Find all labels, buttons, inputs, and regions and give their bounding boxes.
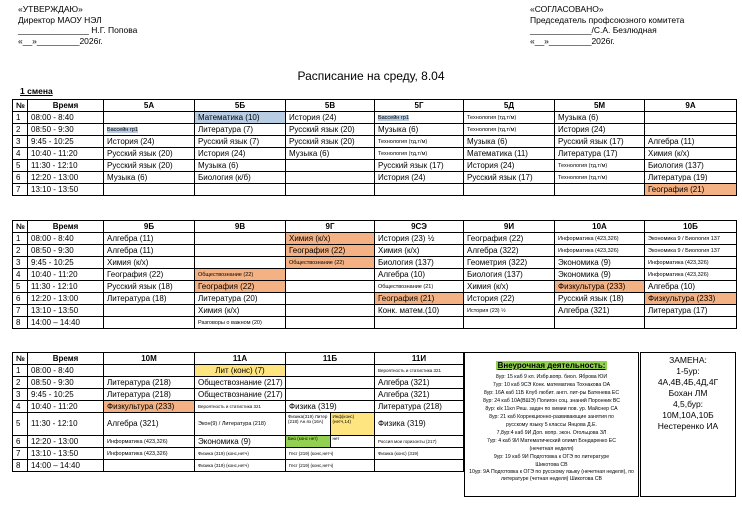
lesson-cell	[286, 281, 375, 293]
split-right: нет	[330, 436, 375, 447]
lesson-cell	[375, 112, 464, 124]
lesson-cell: Физика (319)	[286, 401, 375, 413]
lesson-time: 12:20 - 13:00	[28, 436, 104, 448]
lesson-cell: География (21)	[645, 184, 737, 196]
lesson-time: 11:30 - 12:10	[28, 281, 104, 293]
lesson-cell	[104, 305, 195, 317]
class-header: 9И	[464, 221, 555, 233]
lesson-cell: География (21)	[375, 293, 464, 305]
lesson-number: 4	[13, 401, 28, 413]
lesson-cell: Математика (10)	[195, 112, 286, 124]
lesson-cell: Биология (к/б)	[195, 172, 286, 184]
lesson-time: 14:00 – 14:40	[28, 460, 104, 472]
lesson-cell	[286, 184, 375, 196]
lesson-cell: Русский язык (20)	[286, 124, 375, 136]
lesson-cell: Русский язык (18)	[104, 281, 195, 293]
extra-line: 7,8ур:4 каб 9И Доп. вопр. экон. Огольцова ЗЛ	[496, 430, 607, 436]
lesson-cell	[375, 460, 464, 472]
extra-line: 7ур: 4 каб 9И Математический олимп Бондаренко ЕС	[487, 438, 616, 444]
pool-tag: Бассейн гр1	[107, 126, 138, 133]
lesson-cell: Алгебра (11)	[104, 245, 195, 257]
lesson-time: 08:00 - 8:40	[28, 365, 104, 377]
lesson-cell	[286, 365, 375, 377]
approval-line: Директор МАОУ НЭЛ	[18, 14, 102, 25]
lesson-cell: География (22)	[286, 245, 375, 257]
class-header: 5Б	[195, 100, 286, 112]
replacement-line: 4А,4В,4Б,4Д,4Г	[657, 377, 719, 387]
lesson-cell: Литература (19)	[645, 172, 737, 184]
lesson-cell: Русский язык (20)	[286, 136, 375, 148]
extra-line: 8ур: 24 каб 10А(ВШЭ) Полигон соц. знаний Поронник ВС	[483, 398, 620, 404]
replacement-title: ЗАМЕНА:	[669, 355, 707, 365]
lesson-time: 10:40 - 11:20	[28, 401, 104, 413]
agreement-block	[530, 4, 684, 46]
lesson-row	[13, 160, 737, 172]
lesson-time: 10:40 - 11:20	[28, 148, 104, 160]
class-header: 9А	[645, 100, 737, 112]
lesson-cell: Литература (7)	[195, 124, 286, 136]
col-time: Время	[28, 221, 104, 233]
lesson-cell: История (23) ½	[375, 233, 464, 245]
lesson-cell: Гесг (219) (конс,нетч)	[286, 460, 375, 472]
lesson-cell: Русский язык (18)	[555, 293, 645, 305]
lesson-cell: Информатика (423,326)	[645, 269, 737, 281]
lesson-number: 3	[13, 257, 28, 269]
page-title: Расписание на среду, 8.04	[297, 69, 445, 83]
lesson-time: 12:20 - 13:00	[28, 293, 104, 305]
lesson-cell	[286, 172, 375, 184]
lesson-row	[13, 184, 737, 196]
lesson-cell: Химия (к/х)	[195, 305, 286, 317]
col-time: Время	[28, 100, 104, 112]
lesson-number: 7	[13, 448, 28, 460]
lesson-cell	[645, 317, 737, 329]
lesson-cell	[195, 184, 286, 196]
lesson-cell: Алгебра (10)	[645, 281, 737, 293]
class-header: 10М	[104, 353, 195, 365]
lesson-cell: Гесг (219) (конс,нетч)	[286, 448, 375, 460]
lesson-cell: Информатика (423,326)	[555, 245, 645, 257]
extracurricular-title: Внеурочная деятельность:	[497, 361, 606, 370]
lesson-cell: История (23) ½	[464, 305, 555, 317]
lesson-number: 1	[13, 112, 28, 124]
lesson-row	[13, 148, 737, 160]
lesson-cell: Физкультура (233)	[555, 281, 645, 293]
lesson-cell: Биология (137)	[464, 269, 555, 281]
class-header: 10А	[555, 221, 645, 233]
extra-line: 10ур: 9А Подготовка к ОГЭ по русскому языку (нечетная неделя), по литературе (четная неделя) Шикотова СВ	[469, 469, 634, 482]
lesson-number: 7	[13, 184, 28, 196]
class-header: 11Б	[286, 353, 375, 365]
lesson-cell: Музыка (6)	[104, 172, 195, 184]
lesson-cell	[645, 112, 737, 124]
lesson-cell: Технология (тд,т/м)	[375, 148, 464, 160]
lesson-row	[13, 112, 737, 124]
split-left: Био (конс нет)	[286, 436, 330, 447]
class-header: 5М	[555, 100, 645, 112]
lesson-row	[13, 305, 737, 317]
replacement-box	[640, 352, 736, 497]
lesson-time: 12:20 - 13:00	[28, 172, 104, 184]
replacement-line: 4,5,бур:	[672, 399, 704, 409]
lesson-cell	[104, 317, 195, 329]
lesson-number: 7	[13, 305, 28, 317]
class-header: 9Б	[104, 221, 195, 233]
lesson-cell	[555, 317, 645, 329]
lesson-cell	[104, 365, 195, 377]
lesson-cell: География (22)	[195, 281, 286, 293]
lesson-cell	[286, 269, 375, 281]
col-number: №	[13, 221, 28, 233]
lesson-cell: Литература (218)	[104, 377, 195, 389]
lesson-time: 11:30 - 12:10	[28, 160, 104, 172]
split-left: Физика(319) Литер (218) Ан.яз (16А)	[288, 414, 328, 424]
extra-line: (нечетная неделя)	[529, 446, 574, 452]
lesson-cell: Биология (137)	[645, 160, 737, 172]
lesson-cell: Технология (тд,т/м)	[464, 124, 555, 136]
lesson-cell: Алгебра (11)	[645, 136, 737, 148]
lesson-row	[13, 460, 464, 472]
lesson-number: 4	[13, 269, 28, 281]
lesson-cell: Биология (137)	[375, 257, 464, 269]
extra-line: 8ур: 16А каб 11Б Клуб любит. англ. лит-ры Батенева ЕС	[483, 390, 620, 396]
lesson-time: 08:00 - 8:40	[28, 233, 104, 245]
lesson-cell	[286, 436, 375, 448]
lesson-cell: Геометрия (322)	[464, 257, 555, 269]
header-row	[13, 353, 464, 365]
lesson-cell: Литература (18)	[104, 293, 195, 305]
col-number: №	[13, 353, 28, 365]
lesson-cell: Математика (11)	[464, 148, 555, 160]
lesson-row	[13, 281, 737, 293]
lesson-cell	[104, 184, 195, 196]
lesson-cell	[555, 184, 645, 196]
lesson-number: 5	[13, 413, 28, 436]
lesson-number: 3	[13, 136, 28, 148]
lesson-cell: Физика (319) (конс,нетч)	[195, 448, 286, 460]
extracurricular-heading	[467, 355, 636, 373]
lesson-cell	[104, 460, 195, 472]
lesson-number: 8	[13, 460, 28, 472]
lesson-cell: Алгебра (321)	[104, 413, 195, 436]
lesson-cell: Информатика (423,326)	[104, 448, 195, 460]
lesson-cell: Физкультура (233)	[645, 293, 737, 305]
lesson-row	[13, 448, 464, 460]
lesson-cell: География (22)	[104, 269, 195, 281]
lesson-cell: История (24)	[555, 124, 645, 136]
lesson-cell: История (24)	[195, 148, 286, 160]
lesson-cell: Экон(9) / Литература (218)	[195, 413, 286, 436]
lesson-cell: Информатика (423,326)	[645, 257, 737, 269]
lesson-cell	[195, 245, 286, 257]
lesson-number: 1	[13, 365, 28, 377]
lesson-row	[13, 389, 464, 401]
lesson-cell: Технология (тд,т/м)	[555, 172, 645, 184]
lesson-cell: Технология (тд,т/м)	[375, 136, 464, 148]
lesson-time: 08:50 - 9:30	[28, 124, 104, 136]
lesson-cell: Экономика 9 / Биология 137	[645, 233, 737, 245]
lesson-cell	[286, 389, 375, 401]
lesson-cell: Физика (319)	[375, 413, 464, 436]
replacement-line: Нестеренко ИА	[657, 421, 719, 431]
header-row	[13, 100, 737, 112]
lesson-cell: Вероятность и статистика 321	[195, 401, 286, 413]
lesson-cell: Русский язык (17)	[464, 172, 555, 184]
lesson-row	[13, 136, 737, 148]
lesson-cell	[286, 293, 375, 305]
lesson-cell	[375, 317, 464, 329]
lesson-cell: Конк. матем.(10)	[375, 305, 464, 317]
lesson-cell: Экономика (9)	[555, 257, 645, 269]
lesson-cell: Алгебра (11)	[104, 233, 195, 245]
lesson-number: 6	[13, 436, 28, 448]
lesson-time: 9:45 - 10:25	[28, 389, 104, 401]
lesson-cell: Физика (319) (конс,нетч)	[195, 460, 286, 472]
lesson-number: 2	[13, 245, 28, 257]
class-header: 5Д	[464, 100, 555, 112]
lesson-cell: Литература (17)	[645, 305, 737, 317]
approval-block	[18, 4, 137, 46]
lesson-time: 13:10 - 13:50	[28, 448, 104, 460]
lesson-cell: Алгебра (321)	[555, 305, 645, 317]
class-header: 5Г	[375, 100, 464, 112]
lesson-row	[13, 317, 737, 329]
lesson-number: 8	[13, 317, 28, 329]
lesson-cell	[286, 377, 375, 389]
lesson-cell: Химия (к/х)	[104, 257, 195, 269]
lesson-number: 2	[13, 124, 28, 136]
lesson-row	[13, 257, 737, 269]
lesson-time: 13:10 - 13:50	[28, 305, 104, 317]
lesson-cell: Литература (17)	[555, 148, 645, 160]
lesson-time: 10:40 - 11:20	[28, 269, 104, 281]
lesson-time: 9:45 - 10:25	[28, 257, 104, 269]
lesson-cell: Информатика (423,326)	[104, 436, 195, 448]
lesson-cell	[104, 124, 195, 136]
lesson-cell: История (24)	[375, 172, 464, 184]
lesson-cell: История (24)	[286, 112, 375, 124]
lesson-time: 08:50 - 9:30	[28, 245, 104, 257]
extra-line: 7ур: 10 каб 9СЭ Конк. математика Тохнакова ОА	[492, 382, 611, 388]
class-header: 10Б	[645, 221, 737, 233]
lesson-cell	[286, 160, 375, 172]
schedule-table-9	[12, 220, 737, 329]
lesson-cell: Музыка (6)	[195, 160, 286, 172]
lesson-cell: Химия (к/х)	[464, 281, 555, 293]
lesson-cell: Обществознание (217)	[195, 389, 286, 401]
lesson-cell: Физкультура (233)	[104, 401, 195, 413]
lesson-row	[13, 401, 464, 413]
header-row	[13, 221, 737, 233]
extra-line: 8ур: 21 каб Коррекционно-развивающие занятия по	[489, 414, 614, 420]
lesson-cell	[195, 233, 286, 245]
extra-line: Шикотова СВ	[535, 462, 568, 468]
lesson-cell: Русский язык (20)	[104, 160, 195, 172]
lesson-cell: Алгебра (10)	[375, 269, 464, 281]
lesson-cell: Музыка (6)	[286, 148, 375, 160]
col-time: Время	[28, 353, 104, 365]
col-number: №	[13, 100, 28, 112]
approval-line: _______________ Н.Г. Попова	[18, 25, 138, 35]
extra-line: 8ур: 15 каб 9 кл. Избр.вопр. биол. Яброва ЮИ	[495, 374, 608, 380]
lesson-number: 5	[13, 160, 28, 172]
lesson-number: 2	[13, 377, 28, 389]
lesson-time: 14:00 – 14:40	[28, 317, 104, 329]
lesson-cell: Разговоры о важном (20)	[195, 317, 286, 329]
agreement-line: Председатель профсоюзного комитета	[530, 14, 685, 25]
lesson-row	[13, 293, 737, 305]
lesson-cell: Литература (218)	[375, 401, 464, 413]
lesson-cell: Химия (к/х)	[645, 148, 737, 160]
lesson-cell: Русский язык (17)	[375, 160, 464, 172]
lesson-cell: Химия (к/х)	[375, 245, 464, 257]
lesson-row	[13, 365, 464, 377]
lesson-cell	[104, 112, 195, 124]
lesson-row	[13, 269, 737, 281]
lesson-number: 6	[13, 172, 28, 184]
extracurricular-box	[464, 352, 639, 497]
lesson-row	[13, 124, 737, 136]
lesson-row	[13, 245, 737, 257]
lesson-number: 3	[13, 389, 28, 401]
pool-tag: Бассейн гр1	[378, 114, 409, 121]
replacement-line: 1-5ур:	[676, 366, 700, 376]
class-header: 9Г	[286, 221, 375, 233]
lesson-cell: Вероятность и статистика 321	[375, 365, 464, 377]
lesson-cell: История (24)	[104, 136, 195, 148]
lesson-cell: Алгебра (321)	[375, 377, 464, 389]
lesson-cell	[286, 305, 375, 317]
lesson-cell: Обществознание (22)	[286, 257, 375, 269]
lesson-cell	[464, 317, 555, 329]
lesson-cell: Экономика (9)	[195, 436, 286, 448]
agreement-line: «СОГЛАСОВАНО»	[530, 4, 604, 14]
lesson-cell: Химия (к/х)	[286, 233, 375, 245]
lesson-row	[13, 436, 464, 448]
lesson-cell	[286, 317, 375, 329]
lesson-row	[13, 233, 737, 245]
lesson-cell: Физика (конс) (319)	[375, 448, 464, 460]
replacement-line: 10М,10А,10Б	[662, 410, 714, 420]
lesson-cell	[375, 184, 464, 196]
lesson-cell: Обществознание (217)	[195, 377, 286, 389]
class-header: 9СЭ	[375, 221, 464, 233]
approval-line: «__»_________2026г.	[18, 35, 103, 46]
extracurricular-list	[467, 373, 636, 483]
lesson-cell	[286, 413, 375, 436]
shift-label: 1 смена	[20, 86, 53, 96]
extra-line: 9ур: 19 каб 9И Подготовка к ОГЭ по литературе	[493, 454, 610, 460]
schedule-table-5	[12, 99, 737, 196]
lesson-cell: Россия мои горизонты (217)	[375, 436, 464, 448]
lesson-cell: Русский язык (17)	[555, 136, 645, 148]
lesson-cell	[195, 257, 286, 269]
lesson-cell: Русский язык (7)	[195, 136, 286, 148]
class-header: 9В	[195, 221, 286, 233]
lesson-cell: Технология (тд,т/м)	[555, 160, 645, 172]
lesson-time: 9:45 - 10:25	[28, 136, 104, 148]
class-header: 5А	[104, 100, 195, 112]
lesson-cell: Обществознание (21)	[375, 281, 464, 293]
lesson-row	[13, 377, 464, 389]
lesson-number: 6	[13, 293, 28, 305]
approval-line: «УТВЕРЖДАЮ»	[18, 4, 83, 14]
replacement-line: Бохан ЛМ	[668, 388, 708, 398]
agreement-line: «__»_________2026г.	[530, 35, 615, 46]
lesson-cell	[645, 124, 737, 136]
lesson-cell: Экономика 9 / Биология 137	[645, 245, 737, 257]
lesson-cell: Литература (218)	[104, 389, 195, 401]
class-header: 5В	[286, 100, 375, 112]
class-header: 11И	[375, 353, 464, 365]
extra-line: русскому языку 5 классы Янцова Д.Е.	[506, 422, 597, 428]
lesson-row	[13, 413, 464, 436]
agreement-line: _____________/С.А. Безлюдная	[530, 25, 657, 35]
lesson-time: 08:50 - 9:30	[28, 377, 104, 389]
class-header: 11А	[195, 353, 286, 365]
lesson-cell: История (22)	[464, 293, 555, 305]
lesson-cell: Музыка (6)	[555, 112, 645, 124]
lesson-number: 5	[13, 281, 28, 293]
lesson-time: 11:30 - 12:10	[28, 413, 104, 436]
split-right: Инф(конс) (нетч,14)	[330, 413, 375, 435]
lesson-time: 13:10 - 13:50	[28, 184, 104, 196]
lesson-cell: История (24)	[464, 160, 555, 172]
schedule-table-10-11	[12, 352, 464, 472]
lesson-cell: Обществознание (22)	[195, 269, 286, 281]
lesson-cell: Алгебра (322)	[464, 245, 555, 257]
extra-line: 8ур: к/к 11кл Реш. задач по химии пов. ур. Майснер СА	[485, 406, 618, 412]
lesson-cell: Лит (конс) (7)	[195, 365, 286, 377]
lesson-cell: Русский язык (20)	[104, 148, 195, 160]
lesson-cell: Экономика (9)	[555, 269, 645, 281]
lesson-number: 4	[13, 148, 28, 160]
lesson-cell: Литература (20)	[195, 293, 286, 305]
lesson-cell: Музыка (6)	[464, 136, 555, 148]
lesson-cell: География (22)	[464, 233, 555, 245]
lesson-cell	[464, 184, 555, 196]
lesson-time: 08:00 - 8:40	[28, 112, 104, 124]
lesson-number: 1	[13, 233, 28, 245]
lesson-cell: Музыка (6)	[375, 124, 464, 136]
lesson-cell: Технология (тд,т/м)	[464, 112, 555, 124]
lesson-cell: Алгебра (321)	[375, 389, 464, 401]
lesson-cell: Информатика (423,326)	[555, 233, 645, 245]
lesson-row	[13, 172, 737, 184]
